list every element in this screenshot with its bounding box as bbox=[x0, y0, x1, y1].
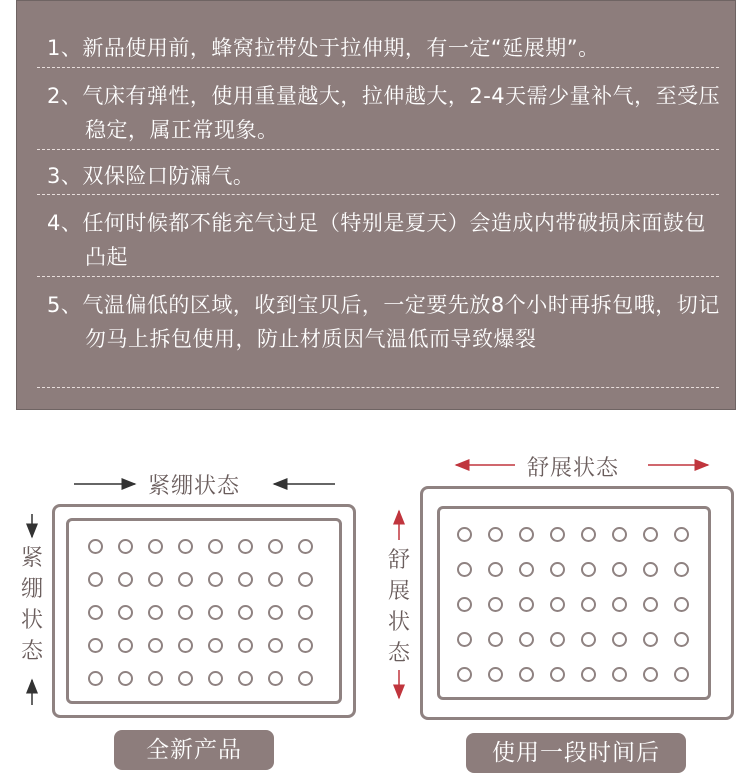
note-5-text: 气温偏低的区域，收到宝贝后，一定要先放8个小时再拆包哦，切记勿马上拆包使用，防止材质因气温低而导致爆裂 bbox=[82, 293, 720, 351]
air-cell-dot bbox=[612, 667, 627, 682]
air-cell-dot bbox=[457, 632, 472, 647]
air-cell-dot bbox=[581, 597, 596, 612]
air-cell-dot bbox=[581, 562, 596, 577]
air-cell-dot bbox=[550, 527, 565, 542]
air-cell-dot bbox=[88, 671, 103, 686]
air-cell-dot bbox=[519, 527, 534, 542]
air-cell-dot bbox=[519, 632, 534, 647]
air-cell-dot bbox=[550, 667, 565, 682]
air-cell-dot bbox=[298, 572, 313, 587]
air-cell-dot bbox=[612, 632, 627, 647]
right-top-caption: 舒展状态 bbox=[527, 456, 620, 481]
air-cell-dot bbox=[550, 597, 565, 612]
air-cell-dot bbox=[268, 671, 283, 686]
air-cell-dot bbox=[208, 572, 223, 587]
air-cell-dot bbox=[612, 527, 627, 542]
air-cell-dot bbox=[148, 539, 163, 554]
air-cell-dot bbox=[118, 638, 133, 653]
air-cell-dot bbox=[519, 667, 534, 682]
note-3-text: 双保险口防漏气。 bbox=[82, 164, 255, 188]
air-cell-dot bbox=[581, 667, 596, 682]
air-cell-dot bbox=[488, 562, 503, 577]
air-cell-dot bbox=[643, 597, 658, 612]
note-4-number: 4、 bbox=[47, 211, 83, 235]
air-cell-dot bbox=[643, 527, 658, 542]
right-side-caption: 舒展状态 bbox=[387, 548, 410, 666]
air-cell-dot bbox=[581, 527, 596, 542]
air-cell-dot bbox=[118, 605, 133, 620]
left-side-caption: 紧绷状态 bbox=[20, 546, 43, 664]
note-5-number: 5、 bbox=[47, 293, 83, 317]
air-cell-dot bbox=[298, 539, 313, 554]
air-cell-dot bbox=[550, 562, 565, 577]
air-cell-dot bbox=[298, 671, 313, 686]
air-cell-dot bbox=[457, 667, 472, 682]
air-cell-dot bbox=[118, 671, 133, 686]
air-cell-dot bbox=[268, 572, 283, 587]
note-1-number: 1、 bbox=[47, 36, 83, 60]
air-cell-dot bbox=[208, 638, 223, 653]
note-3-number: 3、 bbox=[47, 164, 83, 188]
air-cell-dot bbox=[674, 597, 689, 612]
air-cell-dot bbox=[674, 527, 689, 542]
note-4-text: 任何时候都不能充气过足（特别是夏天）会造成内带破损床面鼓包凸起 bbox=[82, 211, 706, 269]
air-cell-dot bbox=[178, 539, 193, 554]
air-cell-dot bbox=[268, 539, 283, 554]
air-cell-dot bbox=[519, 597, 534, 612]
air-cell-dot bbox=[674, 667, 689, 682]
air-cell-dot bbox=[488, 597, 503, 612]
air-cell-dot bbox=[457, 562, 472, 577]
air-cell-dot bbox=[178, 638, 193, 653]
left-cell-grid bbox=[88, 539, 313, 686]
air-cell-dot bbox=[238, 605, 253, 620]
air-cell-dot bbox=[581, 632, 596, 647]
left-state-label: 全新产品 bbox=[114, 730, 274, 770]
air-cell-dot bbox=[88, 605, 103, 620]
air-cell-dot bbox=[118, 572, 133, 587]
air-cell-dot bbox=[550, 632, 565, 647]
right-state-label: 使用一段时间后 bbox=[466, 733, 686, 773]
air-cell-dot bbox=[208, 671, 223, 686]
air-cell-dot bbox=[268, 638, 283, 653]
air-cell-dot bbox=[208, 539, 223, 554]
air-cell-dot bbox=[298, 638, 313, 653]
air-cell-dot bbox=[178, 605, 193, 620]
air-cell-dot bbox=[178, 572, 193, 587]
air-cell-dot bbox=[457, 597, 472, 612]
air-cell-dot bbox=[148, 638, 163, 653]
air-cell-dot bbox=[88, 539, 103, 554]
air-cell-dot bbox=[488, 527, 503, 542]
air-cell-dot bbox=[643, 667, 658, 682]
air-cell-dot bbox=[612, 562, 627, 577]
air-cell-dot bbox=[88, 638, 103, 653]
right-cell-grid bbox=[457, 527, 689, 682]
air-cell-dot bbox=[238, 539, 253, 554]
air-cell-dot bbox=[238, 671, 253, 686]
air-cell-dot bbox=[674, 632, 689, 647]
air-cell-dot bbox=[488, 667, 503, 682]
air-cell-dot bbox=[457, 527, 472, 542]
air-cell-dot bbox=[643, 632, 658, 647]
air-cell-dot bbox=[488, 632, 503, 647]
air-cell-dot bbox=[674, 562, 689, 577]
air-cell-dot bbox=[643, 562, 658, 577]
air-cell-dot bbox=[238, 572, 253, 587]
air-cell-dot bbox=[519, 562, 534, 577]
air-cell-dot bbox=[298, 605, 313, 620]
air-cell-dot bbox=[178, 671, 193, 686]
note-1-text: 新品使用前，蜂窝拉带处于拉伸期，有一定“延展期”。 bbox=[82, 36, 600, 60]
note-2-number: 2、 bbox=[47, 84, 83, 108]
left-top-caption: 紧绷状态 bbox=[148, 474, 241, 499]
air-cell-dot bbox=[118, 539, 133, 554]
note-2-text: 气床有弹性，使用重量越大，拉伸越大，2-4天需少量补气，至受压稳定，属正常现象。 bbox=[82, 84, 721, 142]
air-cell-dot bbox=[208, 605, 223, 620]
air-cell-dot bbox=[148, 671, 163, 686]
air-cell-dot bbox=[268, 605, 283, 620]
air-cell-dot bbox=[148, 605, 163, 620]
air-cell-dot bbox=[88, 572, 103, 587]
air-cell-dot bbox=[612, 597, 627, 612]
air-cell-dot bbox=[238, 638, 253, 653]
air-cell-dot bbox=[148, 572, 163, 587]
